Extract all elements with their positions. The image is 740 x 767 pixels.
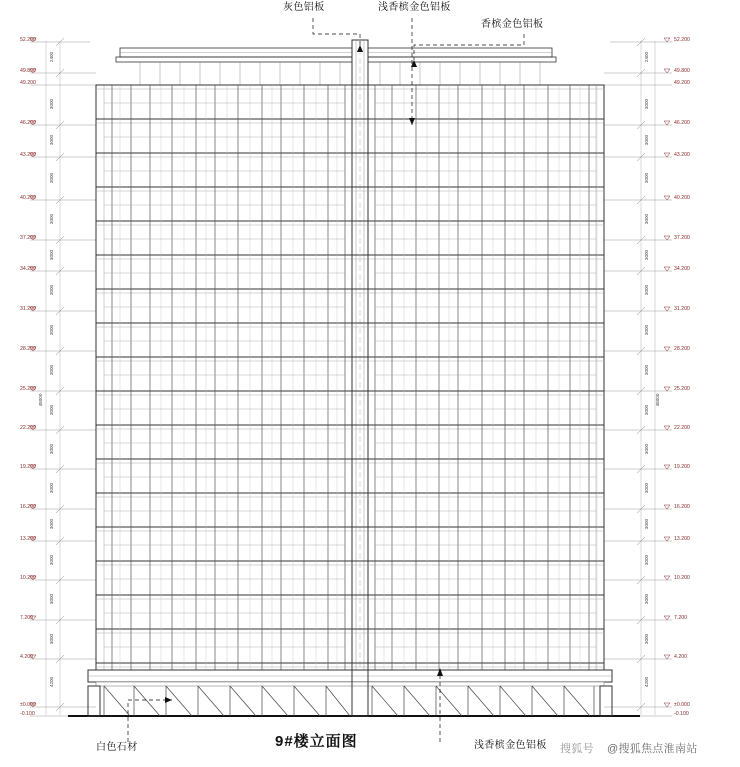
dimension-value: 3000 <box>49 593 54 605</box>
dimension-value: 3000 <box>644 324 649 336</box>
dimension-value: 3000 <box>49 134 54 146</box>
dimension-ticks <box>56 38 645 711</box>
callout-light-champagne-gold-aluminium-panel: 浅香槟金色铝板 <box>378 2 451 13</box>
dimension-value: 3000 <box>644 98 649 110</box>
dimension-value: 48000 <box>38 393 43 407</box>
roof-parapet <box>116 48 556 62</box>
level-value: ±0.000 <box>674 702 690 708</box>
level-value: 40.200 <box>20 195 36 201</box>
dimension-value: 3000 <box>644 284 649 296</box>
level-value: 25.200 <box>20 386 36 392</box>
dimension-value: 3000 <box>49 364 54 376</box>
balcony-rails <box>104 103 596 647</box>
callout-light-champagne-gold-aluminium-panel-bottom: 浅香槟金色铝板 <box>474 740 547 751</box>
level-value: 16.200 <box>674 504 690 510</box>
dimension-values-right <box>644 51 649 687</box>
dimension-value: 3000 <box>49 324 54 336</box>
dimension-value: 4200 <box>49 676 54 688</box>
dimension-value: 3000 <box>644 404 649 416</box>
level-value: 19.200 <box>674 464 690 470</box>
level-value: 22.200 <box>20 425 36 431</box>
callout-grey-aluminium-panel: 灰色铝板 <box>283 2 325 13</box>
level-leader-lines-left <box>30 42 96 716</box>
dimension-value: 3000 <box>644 364 649 376</box>
dimension-value: 48000 <box>655 393 660 407</box>
level-value: 34.200 <box>674 266 690 272</box>
callout-champagne-gold-aluminium-panel: 香槟金色铝板 <box>481 19 544 30</box>
level-value: 37.200 <box>20 235 36 241</box>
dimension-value: 3000 <box>49 482 54 494</box>
level-value: 19.200 <box>20 464 36 470</box>
level-value: 49.200 <box>674 80 690 86</box>
dimension-value: 2400 <box>644 51 649 63</box>
facade-mullions <box>112 85 589 670</box>
level-value: 52.200 <box>20 37 36 43</box>
level-value: 49.800 <box>20 68 36 74</box>
dimension-value: 3000 <box>644 172 649 184</box>
level-value: 49.800 <box>674 68 690 74</box>
podium-base <box>88 670 612 686</box>
dimension-values-left <box>49 51 54 687</box>
dimension-value: 4200 <box>644 676 649 688</box>
drawing-title: 9#楼立面图 <box>275 733 358 750</box>
dimension-value: 3000 <box>644 518 649 530</box>
level-value: 31.200 <box>674 306 690 312</box>
dimension-value: 3000 <box>644 134 649 146</box>
level-values-left <box>20 37 36 717</box>
dimension-value: 3000 <box>49 404 54 416</box>
level-guide-lines <box>46 41 655 715</box>
level-value: 13.200 <box>674 536 690 542</box>
dimension-value: 3000 <box>49 249 54 261</box>
level-value: 10.200 <box>20 575 36 581</box>
dimension-value: 3000 <box>644 593 649 605</box>
level-value: 43.200 <box>674 152 690 158</box>
level-value: 40.200 <box>674 195 690 201</box>
level-value: 28.200 <box>20 346 36 352</box>
dimension-value: 2400 <box>49 51 54 63</box>
dimension-value: 3000 <box>49 443 54 455</box>
level-value: 16.200 <box>20 504 36 510</box>
level-leader-lines-right <box>604 42 672 716</box>
level-value: 13.200 <box>20 536 36 542</box>
level-value: 4.200 <box>20 654 33 660</box>
level-symbols <box>30 38 670 707</box>
level-value: 46.200 <box>20 120 36 126</box>
level-value: -0.100 <box>674 711 689 717</box>
level-value: 7.200 <box>20 615 33 621</box>
dimension-value: 3000 <box>49 554 54 566</box>
dimension-value: 3000 <box>49 213 54 225</box>
level-value: -0.100 <box>20 711 35 717</box>
level-value: 10.200 <box>674 575 690 581</box>
roof-fins <box>140 62 540 85</box>
dimension-value: 3000 <box>49 98 54 110</box>
level-value: 37.200 <box>674 235 690 241</box>
base-colonnade <box>104 686 594 716</box>
level-value: 4.200 <box>674 654 687 660</box>
level-value: 43.200 <box>20 152 36 158</box>
dimension-value: 3000 <box>644 482 649 494</box>
dimension-value: 3000 <box>49 518 54 530</box>
dimension-value: 3000 <box>644 249 649 261</box>
level-value: 25.200 <box>674 386 690 392</box>
level-value: 7.200 <box>674 615 687 621</box>
callout-leader-lines <box>128 18 524 742</box>
watermark-sohu-focus-huainan: @搜狐焦点淮南站 <box>607 743 698 755</box>
dimension-value: 3000 <box>644 213 649 225</box>
level-value: 28.200 <box>674 346 690 352</box>
level-value: 52.200 <box>674 37 690 43</box>
dimension-value: 3000 <box>644 443 649 455</box>
level-value: 22.200 <box>674 425 690 431</box>
callout-white-stone: 白色石材 <box>96 742 138 753</box>
central-core <box>352 40 368 670</box>
dimension-value: 3000 <box>49 284 54 296</box>
level-value: 34.200 <box>20 266 36 272</box>
level-value: ±0.000 <box>20 702 36 708</box>
level-value: 49.200 <box>20 80 36 86</box>
dimension-value: 3000 <box>49 172 54 184</box>
level-value: 31.200 <box>20 306 36 312</box>
watermark-sohu-account: 搜狐号 <box>560 743 594 755</box>
dimension-value: 3000 <box>644 554 649 566</box>
dimension-value: 3000 <box>644 633 649 645</box>
level-values-right <box>674 37 690 717</box>
level-value: 46.200 <box>674 120 690 126</box>
dimension-value: 3000 <box>49 633 54 645</box>
